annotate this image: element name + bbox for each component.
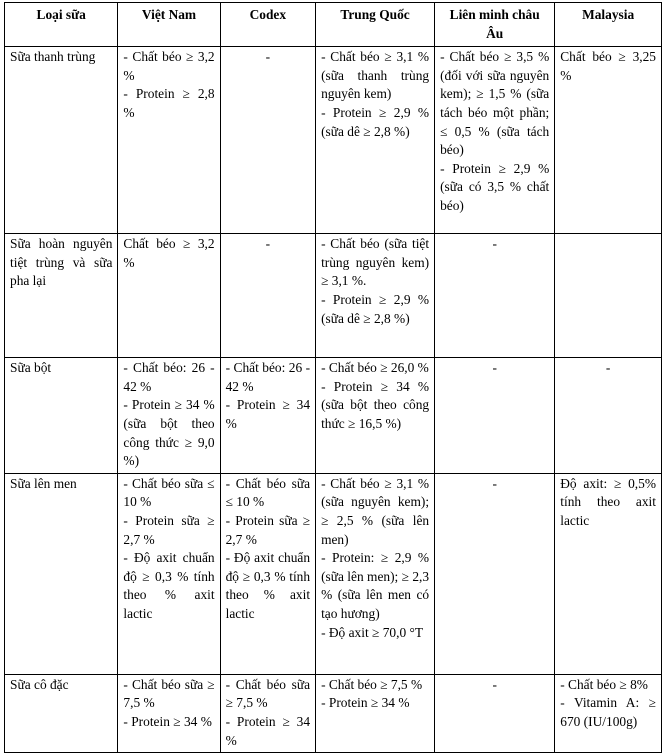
milk-type-cell: Sữa hoàn nguyên tiệt trùng và sữa pha lại [5, 234, 118, 358]
vietnam-cell: - Chất béo: 26 - 42 % - Protein ≥ 34 % (sữa bột theo công thức ≥ 9,0 %) [118, 358, 220, 474]
eu-cell: - [435, 473, 555, 674]
milk-type-cell: Sữa bột [5, 358, 118, 474]
header-vietnam: Việt Nam [118, 3, 220, 47]
milk-type-cell: Sữa thanh trùng [5, 47, 118, 234]
header-malaysia: Malaysia [555, 3, 662, 47]
malaysia-cell: - Chất béo ≥ 8% - Vitamin A: ≥ 670 (IU/100g) [555, 674, 662, 752]
eu-cell: - Chất béo ≥ 3,5 % (đối với sữa nguyên kem); ≥ 1,5 % (sữa tách béo một phần; ≤ 0,5 % (sữa tách béo) - Protein ≥ 2,9 % (sữa có 3,5 % chất béo) [435, 47, 555, 234]
malaysia-cell: Độ axit: ≥ 0,5% tính theo axit lactic [555, 473, 662, 674]
eu-cell: - [435, 674, 555, 752]
china-cell: - Chất béo ≥ 7,5 % - Protein ≥ 34 % [316, 674, 435, 752]
codex-cell: - Chất béo: 26 - 42 % - Protein ≥ 34 % [220, 358, 315, 474]
china-cell: - Chất béo ≥ 3,1 % (sữa thanh trùng nguyên kem) - Protein ≥ 2,9 % (sữa dê ≥ 2,8 %) [316, 47, 435, 234]
vietnam-cell: Chất béo ≥ 3,2 % [118, 234, 220, 358]
eu-cell: - [435, 358, 555, 474]
eu-cell: - [435, 234, 555, 358]
header-milk-type: Loại sữa [5, 3, 118, 47]
header-codex: Codex [220, 3, 315, 47]
codex-cell: - Chất béo sữa ≤ 10 % - Protein sữa ≥ 2,7 % - Độ axit chuẩn độ ≥ 0,3 % tính theo % axit lactic [220, 473, 315, 674]
milk-standards-table [4, 2, 662, 753]
vietnam-cell: - Chất béo sữa ≤ 10 % - Protein sữa ≥ 2,7 % - Độ axit chuẩn độ ≥ 0,3 % tính theo % axit lactic [118, 473, 220, 674]
china-cell: - Chất béo ≥ 26,0 % - Protein ≥ 34 % (sữa bột theo công thức ≥ 16,5 %) [316, 358, 435, 474]
table-row [5, 234, 662, 358]
table-row [5, 674, 662, 752]
milk-type-cell: Sữa lên men [5, 473, 118, 674]
header-china: Trung Quốc [316, 3, 435, 47]
vietnam-cell: - Chất béo ≥ 3,2 % - Protein ≥ 2,8 % [118, 47, 220, 234]
malaysia-cell: - [555, 358, 662, 474]
header-eu: Liên minh châu Âu [435, 3, 555, 47]
malaysia-cell: Chất béo ≥ 3,25 % [555, 47, 662, 234]
header-row [5, 3, 662, 47]
vietnam-cell: - Chất béo sữa ≥ 7,5 % - Protein ≥ 34 % [118, 674, 220, 752]
codex-cell: - [220, 47, 315, 234]
malaysia-cell [555, 234, 662, 358]
milk-type-cell: Sữa cô đặc [5, 674, 118, 752]
china-cell: - Chất béo ≥ 3,1 % (sữa nguyên kem); ≥ 2,5 % (sữa lên men) - Protein: ≥ 2,9 % (sữa lên men); ≥ 2,3 % (sữa lên men có tạo hương) - Độ axit ≥ 70,0 °T [316, 473, 435, 674]
codex-cell: - Chất béo sữa ≥ 7,5 % - Protein ≥ 34 % [220, 674, 315, 752]
china-cell: - Chất béo (sữa tiệt trùng nguyên kem) ≥ 3,1 %. - Protein ≥ 2,9 % (sữa dê ≥ 2,8 %) [316, 234, 435, 358]
table-row [5, 358, 662, 474]
table-row [5, 47, 662, 234]
codex-cell: - [220, 234, 315, 358]
table-row [5, 473, 662, 674]
